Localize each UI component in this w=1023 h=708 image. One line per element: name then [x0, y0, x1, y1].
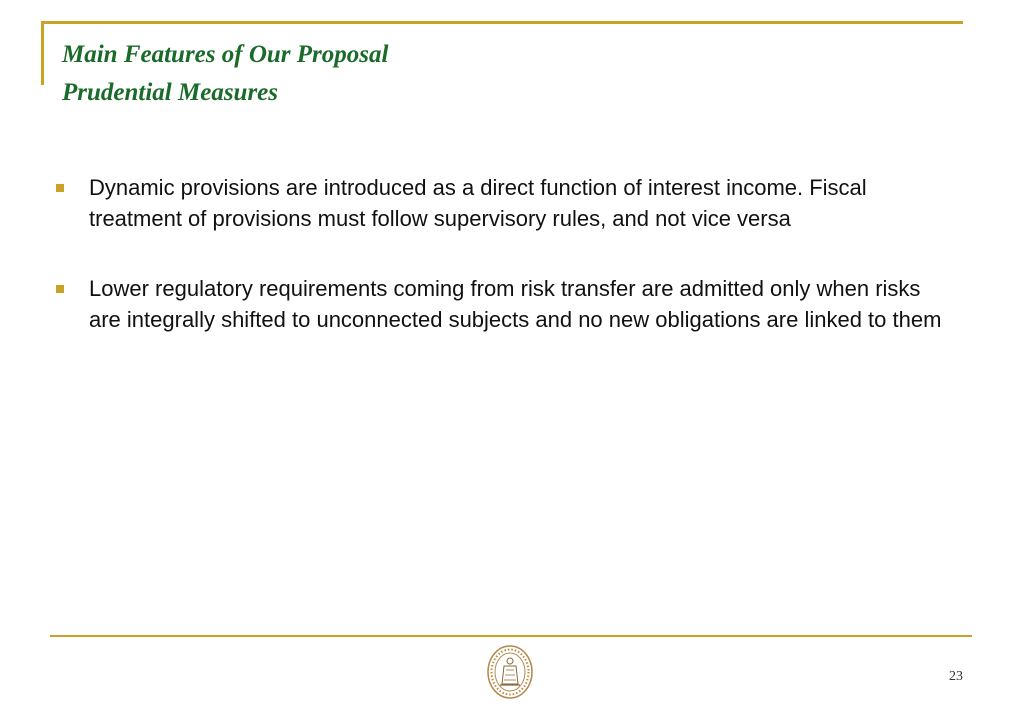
- page-number: 23: [949, 669, 963, 684]
- bullet-text: Lower regulatory requirements coming from risk transfer are admitted only when risks are integrally shifted to unconnected subjects and no new obligations are linked to them: [89, 276, 942, 332]
- square-bullet-icon: [56, 285, 64, 293]
- bullet-item: [56, 172, 956, 234]
- slide-title-line-1: Main Features of Our Proposal: [62, 41, 389, 68]
- bullet-text: Dynamic provisions are introduced as a direct function of interest income. Fiscal treatment of provisions must follow supervisory rules, and not vice versa: [89, 175, 867, 231]
- square-bullet-icon: [56, 184, 64, 192]
- slide-title: [62, 36, 388, 112]
- title-frame-left-rule: [41, 21, 44, 85]
- footer-rule: [50, 635, 972, 637]
- university-seal-icon: [486, 644, 534, 700]
- bullet-item: [56, 273, 956, 335]
- bullet-list: [56, 172, 956, 374]
- slide-subtitle-line-2: Prudential Measures: [62, 79, 279, 106]
- title-frame-top-rule: [41, 21, 963, 24]
